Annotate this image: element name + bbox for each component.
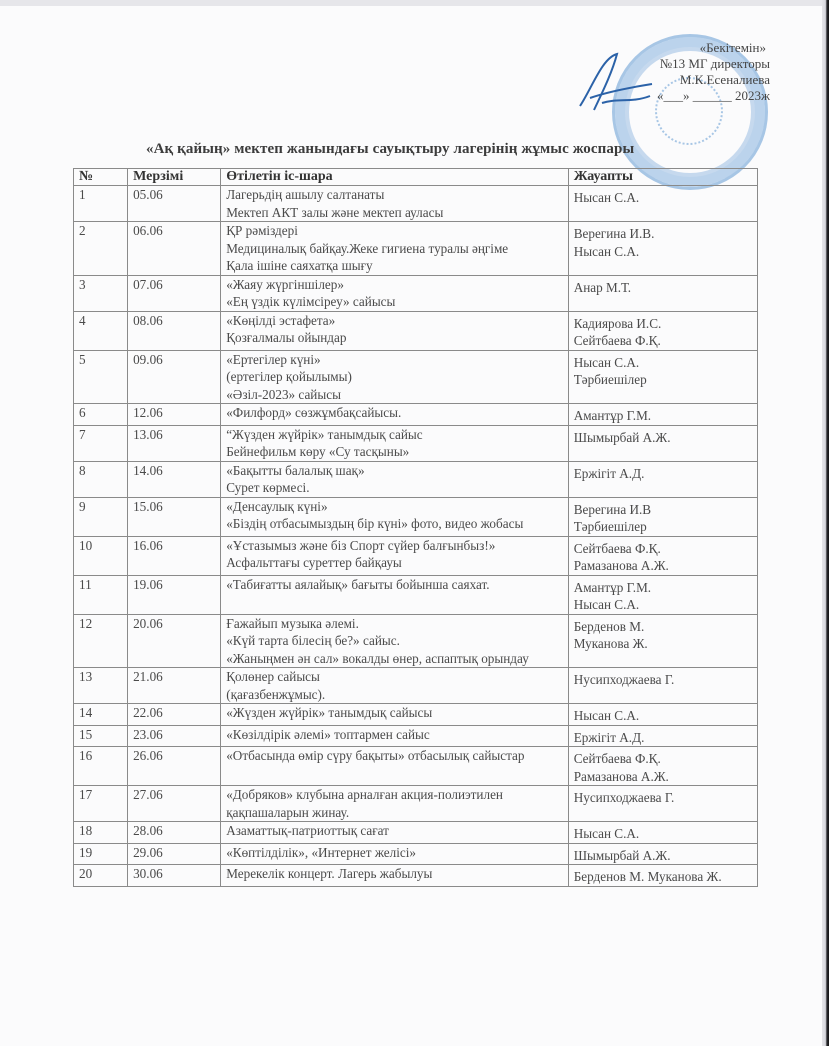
row-responsible	[568, 668, 757, 704]
row-number: 13	[74, 668, 128, 704]
approval-date: «___» ______ 2023ж	[657, 88, 770, 103]
row-responsible	[568, 575, 757, 614]
row-number: 15	[74, 725, 128, 747]
row-responsible	[568, 275, 757, 311]
responsible-person: Верегина И.В.	[573, 226, 655, 241]
row-event	[221, 747, 569, 786]
event-line: «Жүзден жүйрік» танымдық сайысы	[226, 705, 433, 720]
table-row	[74, 311, 758, 350]
responsible-person: Ержігіт А.Д.	[573, 465, 645, 481]
row-responsible	[568, 822, 757, 844]
row-date: 06.06	[128, 222, 221, 276]
row-date: 15.06	[128, 497, 221, 536]
row-number: 14	[74, 704, 128, 726]
event-line: «Күй тарта білесің бе?» сайыс.	[226, 633, 400, 648]
event-line: Мерекелік концерт. Лагерь жабылуы	[226, 866, 433, 881]
row-event	[221, 614, 569, 668]
responsible-person: Шымырбай А.Ж.	[573, 429, 671, 445]
table-row	[74, 425, 758, 461]
row-responsible	[568, 725, 757, 747]
event-line: «Көзілдірік әлемі» топтармен сайыс	[226, 726, 430, 742]
event-line: (қағазбенжұмыс).	[226, 686, 326, 702]
responsible-person: Амантұр Г.М.	[573, 579, 652, 595]
event-line: Медициналық байқау.Жеке гигиена туралы әңгіме	[226, 240, 509, 256]
row-responsible	[568, 704, 757, 726]
responsible-person: Берденов М.	[573, 618, 645, 634]
row-responsible	[568, 222, 757, 276]
responsible-person: Тәрбиешілер	[573, 519, 647, 534]
scan-right-edge	[822, 0, 829, 1046]
header-date: Мерзімі	[128, 169, 221, 186]
row-responsible	[568, 404, 757, 426]
row-date: 21.06	[128, 668, 221, 704]
event-line: «Жаяу жүргіншілер»	[226, 276, 344, 292]
approval-heading: «Бекітемін»	[699, 40, 766, 55]
scan-top-edge	[0, 0, 829, 6]
row-responsible	[568, 865, 757, 887]
responsible-person: Сейтбаева Ф.Қ.	[573, 540, 661, 556]
row-responsible	[568, 747, 757, 786]
row-date: 27.06	[128, 786, 221, 822]
table-row	[74, 575, 758, 614]
responsible-person: Амантұр Г.М.	[573, 408, 652, 423]
row-date: 29.06	[128, 843, 221, 865]
row-event	[221, 575, 569, 614]
row-responsible	[568, 614, 757, 668]
table-row	[74, 350, 758, 404]
table-row	[74, 497, 758, 536]
responsible-person: Рамазанова А.Ж.	[573, 558, 669, 573]
row-responsible	[568, 536, 757, 575]
responsible-person: Муканова Ж.	[573, 636, 648, 651]
row-responsible	[568, 843, 757, 865]
event-line: «Көптілділік», «Интернет желісі»	[226, 844, 416, 860]
row-date: 19.06	[128, 575, 221, 614]
row-number: 12	[74, 614, 128, 668]
row-number: 19	[74, 843, 128, 865]
row-number: 4	[74, 311, 128, 350]
event-line: «Бақытты балалық шақ»	[226, 462, 365, 478]
responsible-person: Тәрбиешілер	[573, 372, 647, 387]
row-responsible	[568, 425, 757, 461]
table-row	[74, 843, 758, 865]
responsible-person: Нусипходжаева Г.	[573, 790, 675, 805]
approval-director-name: М.К.Есеналиева	[679, 72, 770, 87]
event-line: Бейнефильм көру «Су тасқыны»	[226, 444, 410, 459]
event-line: Асфальттағы суреттер байқауы	[226, 555, 402, 570]
row-event	[221, 865, 569, 887]
row-event	[221, 350, 569, 404]
approval-position: №13 МГ директоры	[659, 56, 770, 71]
row-event	[221, 186, 569, 222]
row-event	[221, 725, 569, 747]
row-event	[221, 536, 569, 575]
row-number: 7	[74, 425, 128, 461]
row-number: 8	[74, 461, 128, 497]
row-date: 14.06	[128, 461, 221, 497]
responsible-person: Сейтбаева Ф.Қ.	[573, 751, 661, 766]
row-number: 18	[74, 822, 128, 844]
header-event: Өтілетін іс-шара	[221, 169, 569, 186]
row-event	[221, 404, 569, 426]
row-number: 5	[74, 350, 128, 404]
responsible-person: Нысан С.А.	[573, 354, 640, 370]
event-line: «Көңілді эстафета»	[226, 312, 336, 328]
table-row	[74, 668, 758, 704]
camp-plan-table	[73, 168, 758, 887]
row-number: 6	[74, 404, 128, 426]
row-responsible	[568, 786, 757, 822]
responsible-person: Кадиярова И.С.	[573, 315, 662, 331]
row-event	[221, 461, 569, 497]
header-responsible: Жауапты	[568, 169, 757, 186]
row-date: 30.06	[128, 865, 221, 887]
table-row	[74, 461, 758, 497]
table-row	[74, 822, 758, 844]
row-date: 12.06	[128, 404, 221, 426]
event-line: Қозғалмалы ойындар	[226, 330, 347, 345]
row-event	[221, 786, 569, 822]
row-number: 10	[74, 536, 128, 575]
row-number: 2	[74, 222, 128, 276]
row-responsible	[568, 186, 757, 222]
row-date: 16.06	[128, 536, 221, 575]
row-date: 28.06	[128, 822, 221, 844]
row-event	[221, 843, 569, 865]
row-number: 20	[74, 865, 128, 887]
table-row	[74, 725, 758, 747]
row-number: 17	[74, 786, 128, 822]
row-number: 1	[74, 186, 128, 222]
responsible-person: Рамазанова А.Ж.	[573, 768, 669, 784]
table-row	[74, 536, 758, 575]
event-line: “Жүзден жүйрік» танымдық сайыс	[226, 426, 423, 442]
event-line: Мектеп АКТ залы және мектеп ауласы	[226, 204, 444, 220]
event-line: Қолөнер сайысы	[226, 669, 320, 684]
row-responsible	[568, 350, 757, 404]
row-date: 09.06	[128, 350, 221, 404]
event-line: Қала ішіне саяхатқа шығу	[226, 258, 373, 273]
event-line: Сурет көрмесі.	[226, 480, 310, 495]
row-event	[221, 822, 569, 844]
event-line: «Ең үздік күлімсіреу» сайысы	[226, 294, 396, 309]
event-line: «Отбасында өмір сүру бақыты» отбасылық сайыстар	[226, 748, 525, 763]
responsible-person: Ержігіт А.Д.	[573, 729, 645, 745]
row-event	[221, 311, 569, 350]
row-number: 16	[74, 747, 128, 786]
event-line: Лагерьдің ашылу салтанаты	[226, 187, 385, 202]
table-body	[74, 186, 758, 887]
event-line: (ертегілер қойылымы)	[226, 369, 352, 384]
approval-block	[590, 40, 770, 104]
responsible-person: Анар М.Т.	[573, 279, 632, 295]
responsible-person: Нусипходжаева Г.	[573, 672, 675, 687]
row-number: 9	[74, 497, 128, 536]
responsible-person: Нысан С.А.	[573, 597, 640, 612]
table-row	[74, 614, 758, 668]
row-event	[221, 275, 569, 311]
event-line: «Добряков» клубына арналған акция-полиэтилен қақпашаларын жинау.	[226, 787, 503, 820]
row-responsible	[568, 497, 757, 536]
event-line: Азаматтық-патриоттық сағат	[226, 823, 389, 838]
row-date: 23.06	[128, 725, 221, 747]
row-responsible	[568, 311, 757, 350]
table-row	[74, 865, 758, 887]
table-row	[74, 747, 758, 786]
event-line: Ғажайып музыка әлемі.	[226, 615, 359, 631]
row-event	[221, 222, 569, 276]
event-line: «Денсаулық күні»	[226, 498, 328, 514]
table-row	[74, 222, 758, 276]
row-event	[221, 425, 569, 461]
table-row	[74, 275, 758, 311]
event-line: «Филфорд» сөзжұмбақсайысы.	[226, 405, 402, 420]
responsible-person: Нысан С.А.	[573, 708, 640, 723]
event-line: «Ұстазымыз және біз Спорт сүйер балғынбыз!»	[226, 537, 496, 553]
row-date: 26.06	[128, 747, 221, 786]
event-line: «Әзіл-2023» сайысы	[226, 386, 341, 402]
document-title: «Ақ қайың» мектеп жанындағы сауықтыру лагерінің жұмыс жоспары	[146, 141, 635, 157]
event-line: ҚР рәміздері	[226, 223, 298, 238]
row-date: 07.06	[128, 275, 221, 311]
table-row	[74, 186, 758, 222]
row-event	[221, 704, 569, 726]
responsible-person: Нысан С.А.	[573, 243, 640, 259]
row-date: 08.06	[128, 311, 221, 350]
row-date: 13.06	[128, 425, 221, 461]
responsible-person: Нысан С.А.	[573, 826, 640, 841]
row-date: 05.06	[128, 186, 221, 222]
row-date: 22.06	[128, 704, 221, 726]
responsible-person: Нысан С.А.	[573, 190, 640, 205]
event-line: «Ертегілер күні»	[226, 351, 321, 367]
header-number: №	[74, 169, 128, 186]
responsible-person: Сейтбаева Ф.Қ.	[573, 333, 661, 348]
table-header-row	[74, 169, 758, 186]
event-line: «Табиғатты аялайық» бағыты бойынша саяхат.	[226, 576, 490, 592]
table-row	[74, 404, 758, 426]
table-row	[74, 786, 758, 822]
responsible-person: Верегина И.В	[573, 501, 652, 517]
event-line: «Біздің отбасымыздың бір күні» фото, видео жобасы	[226, 516, 524, 531]
row-event	[221, 668, 569, 704]
row-event	[221, 497, 569, 536]
row-number: 11	[74, 575, 128, 614]
table-row	[74, 704, 758, 726]
row-number: 3	[74, 275, 128, 311]
event-line: «Жаныңмен ән сал» вокалды өнер, аспаптық орындау	[226, 650, 529, 666]
row-responsible	[568, 461, 757, 497]
responsible-person: Берденов М. Муканова Ж.	[573, 869, 722, 884]
row-date: 20.06	[128, 614, 221, 668]
responsible-person: Шымырбай А.Ж.	[573, 847, 671, 863]
